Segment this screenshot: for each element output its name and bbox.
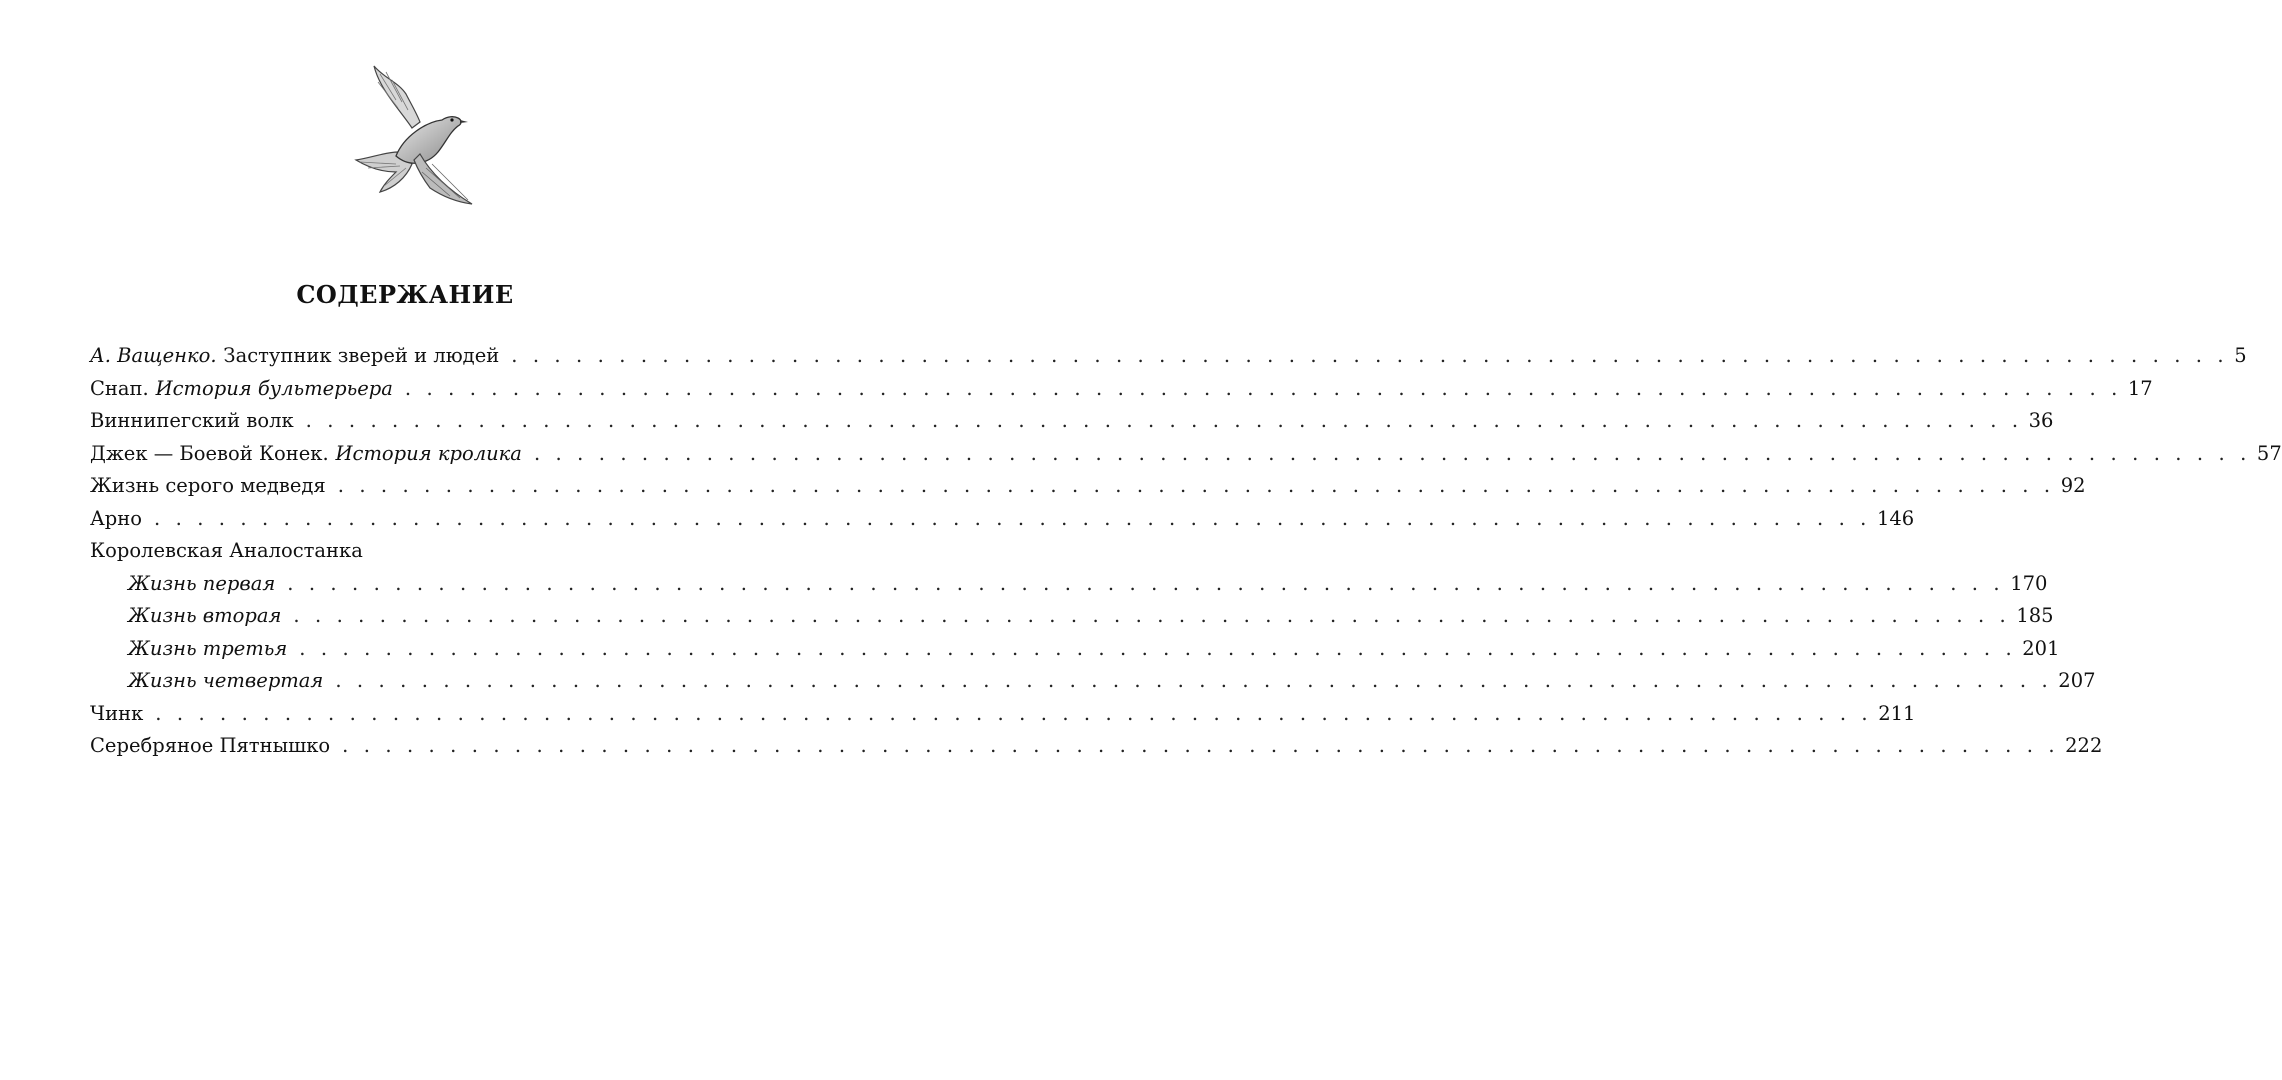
dot-leader: . . . . . . . . . . . . . . . . . . . . . . . . . . . . . . . . . . . . . . . . . . . . . . . . . . . . . . . . . . . . . . . . . . . . . . . . . . . . . . . . (299, 636, 2017, 660)
toc-entry (90, 470, 2086, 503)
toc-entry-title: Жизнь первая (128, 571, 276, 595)
toc-entry-title: Заступник зверей и людей (223, 344, 500, 367)
toc-entry-title: Жизнь вторая (128, 604, 282, 627)
toc-entry-title: Джек — Боевой Конек. (90, 441, 329, 465)
toc-page-number: 222 (2065, 734, 2103, 757)
toc-entry (90, 438, 2282, 471)
dove-illustration (350, 60, 480, 210)
dot-leader: . . . . . . . . . . . . . . . . . . . . . . . . . . . . . . . . . . . . . . . . . . . . . . . . . . . . . . . . . . . . . . . . . . . . . . . . . . . . . . . . (287, 571, 2005, 595)
toc-page-number: 207 (2058, 669, 2096, 692)
toc-entry (90, 633, 2060, 666)
toc-page-number: 36 (2028, 409, 2054, 432)
toc-entry-title: Королевская Аналостанка (90, 539, 363, 562)
toc-entry-title: Арно (90, 506, 142, 530)
toc-page-number: 146 (1876, 506, 1915, 530)
toc-entry (90, 535, 720, 568)
toc-entry-title: Снап. (90, 376, 149, 400)
table-of-contents (90, 340, 2282, 763)
toc-entry (90, 600, 2054, 633)
toc-page-number: 5 (2234, 344, 2247, 367)
toc-entry-title: Серебряное Пятнышко (90, 734, 331, 757)
toc-entry (90, 405, 2054, 438)
dot-leader: . . . . . . . . . . . . . . . . . . . . . . . . . . . . . . . . . . . . . . . . . . . . . . . . . . . . . . . . . . . . . . . . . . . . . . . . . . . . . . . . (404, 376, 2122, 400)
dot-leader: . . . . . . . . . . . . . . . . . . . . . . . . . . . . . . . . . . . . . . . . . . . . . . . . . . . . . . . . . . . . . . . . . . . . . . . . . . . . . . . . (335, 669, 2053, 692)
dot-leader: . . . . . . . . . . . . . . . . . . . . . . . . . . . . . . . . . . . . . . . . . . . . . . . . . . . . . . . . . . . . . . . . . . . . . . . . . . . . . . . . (533, 441, 2251, 465)
toc-page-number: 57 (2256, 441, 2282, 465)
toc-entry (90, 665, 2096, 698)
dot-leader: . . . . . . . . . . . . . . . . . . . . . . . . . . . . . . . . . . . . . . . . . . . . . . . . . . . . . . . . . . . . . . . . . . . . . . . . . . . . . . . . (342, 734, 2060, 757)
toc-entry (90, 373, 2153, 406)
toc-entry-title: Жизнь серого медведя (90, 474, 326, 497)
toc-page-number: 201 (2022, 636, 2060, 660)
toc-page-number: 185 (2016, 604, 2054, 627)
dot-leader: . . . . . . . . . . . . . . . . . . . . . . . . . . . . . . . . . . . . . . . . . . . . . . . . . . . . . . . . . . . . . . . . . . . . . . . . . . . . . . . . (155, 701, 1873, 725)
dot-leader: . . . . . . . . . . . . . . . . . . . . . . . . . . . . . . . . . . . . . . . . . . . . . . . . . . . . . . . . . . . . . . . . . . . . . . . . . . . . . . . . (337, 474, 2055, 497)
toc-entry-title: Жизнь четвертая (128, 669, 324, 692)
toc-page-number: 170 (2010, 571, 2048, 595)
toc-entry-title: История бультерьера (155, 376, 393, 400)
toc-entry (90, 568, 2048, 601)
toc-entry-title: Жизнь третья (128, 636, 288, 660)
toc-entry-title: А. Ващенко. (90, 344, 217, 367)
toc-entry (90, 340, 2247, 373)
dot-leader: . . . . . . . . . . . . . . . . . . . . . . . . . . . . . . . . . . . . . . . . . . . . . . . . . . . . . . . . . . . . . . . . . . . . . . . . . . . . . . . . (154, 506, 1871, 530)
page-title: СОДЕРЖАНИЕ (296, 280, 514, 309)
toc-entry-title: Чинк (90, 701, 144, 725)
dot-leader: . . . . . . . . . . . . . . . . . . . . . . . . . . . . . . . . . . . . . . . . . . . . . . . . . . . . . . . . . . . . . . . . . . . . . . . . . . . . . . . . (293, 604, 2011, 627)
toc-entry (90, 730, 2103, 763)
toc-page-number: 17 (2127, 376, 2153, 400)
dot-leader: . . . . . . . . . . . . . . . . . . . . . . . . . . . . . . . . . . . . . . . . . . . . . . . . . . . . . . . . . . . . . . . . . . . . . . . . . . . . . . . . (305, 409, 2023, 432)
toc-entry (90, 503, 1915, 536)
dove-icon (350, 60, 480, 210)
toc-entry (90, 698, 1916, 731)
dot-leader: . . . . . . . . . . . . . . . . . . . . . . . . . . . . . . . . . . . . . . . . . . . . . . . . . . . . . . . . . . . . . . . . . . . . . . . . . . . . . . . . (511, 344, 2229, 367)
toc-entry-title: История кролика (335, 441, 522, 465)
toc-page-number: 211 (1878, 701, 1916, 725)
toc-entry-title: Виннипегский волк (90, 409, 294, 432)
toc-page-number: 92 (2060, 474, 2086, 497)
